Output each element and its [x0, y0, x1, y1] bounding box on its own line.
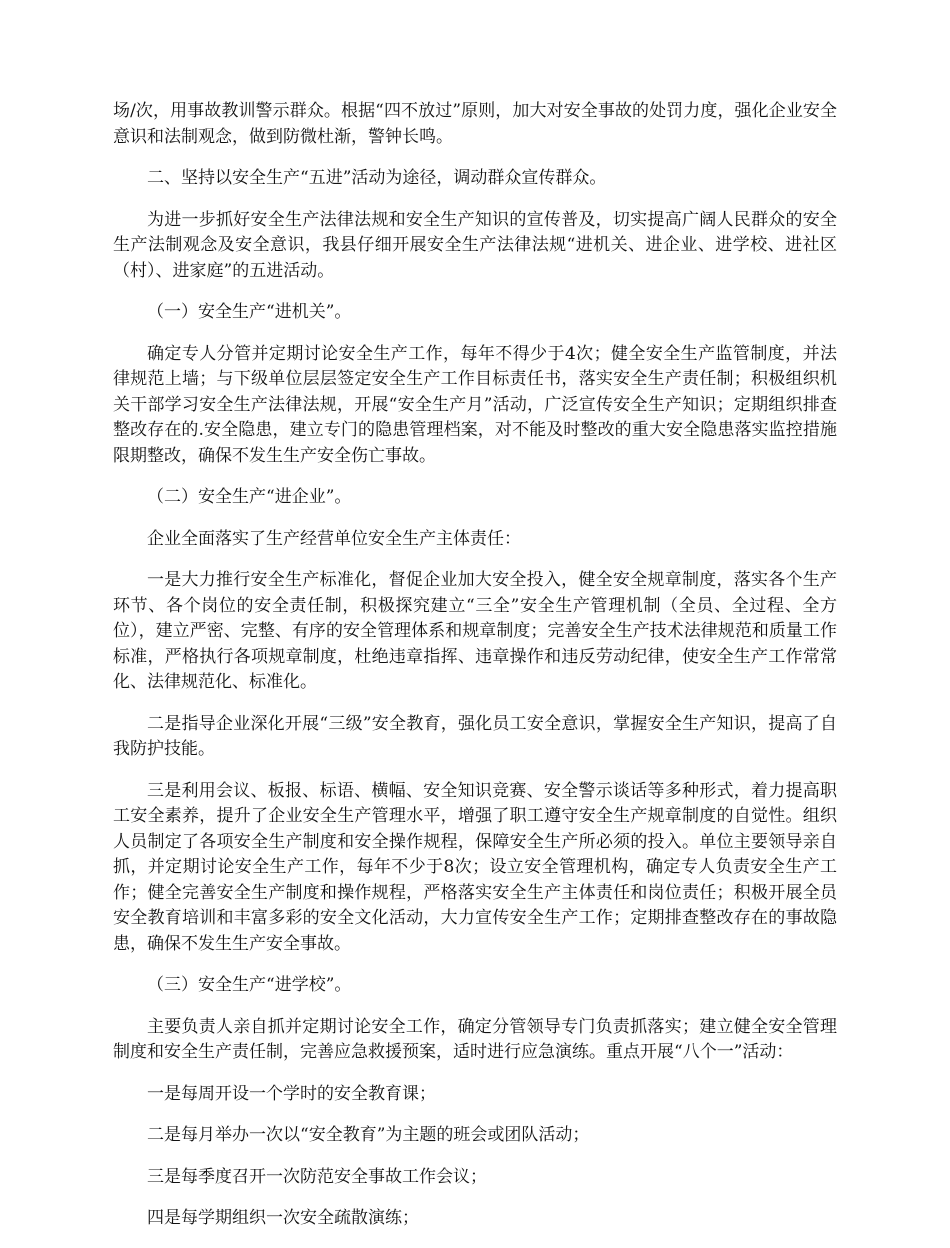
- document-body: [113, 99, 837, 1248]
- paragraph-enterprise-point-three: 三是利用会议、板报、标语、横幅、安全知识竞赛、安全警示谈话等多种形式，着力提高职工安全素养，提升了企业安全生产管理水平，增强了职工遵守安全生产规章制度的自觉性。组织人员制定了各项安全生产制度和安全操作规程，保障安全生产所必须的投入。单位主要领导亲自抓，并定期讨论安全生产工作，每年不少于8次；设立安全管理机构，确定专人负责安全生产工作；健全完善安全生产制度和操作规程，严格落实安全生产主体责任和岗位责任；积极开展全员安全教育培训和丰富多彩的安全文化活动，大力宣传安全生产工作；定期排查整改存在的事故隐患，确保不发生生产安全事故。: [113, 780, 837, 954]
- paragraph-government-agencies: 确定专人分管并定期讨论安全生产工作，每年不得少于4次；健全安全生产监管制度，并法律规范上墙；与下级单位层层签定安全生产工作目标责任书，落实安全生产责任制；积极组织机关干部学习安全生产法律法规，开展“安全生产月”活动，广泛宣传安全生产知识；定期组织排查整改存在的.安全隐患，建立专门的隐患管理档案，对不能及时整改的重大安全隐患落实监控措施限期整改，确保不发生生产安全伤亡事故。: [113, 343, 837, 466]
- paragraph-enterprise-point-one: 一是大力推行安全生产标准化，督促企业加大安全投入，健全安全规章制度，落实各个生产环节、各个岗位的安全责任制，积极探究建立“三全”安全生产管理机制（全员、全过程、全方位），建立严密、完整、有序的安全管理体系和规章制度；完善安全生产技术法律规范和质量工作标准，严格执行各项规章制度，杜绝违章指挥、违章操作和违反劳动纪律，使安全生产工作常常化、法律规范化、标准化。: [113, 570, 837, 692]
- list-item-weekly-class: 一是每周开设一个学时的安全教育课；: [147, 1083, 436, 1104]
- list-item-monthly-meeting: 二是每月举办一次以“安全教育”为主题的班会或团队活动；: [147, 1125, 590, 1145]
- paragraph-enterprise-point-two: 二是指导企业深化开展“三级”安全教育，强化员工安全意识，掌握安全生产知识，提高了自我防护技能。: [113, 713, 837, 759]
- subheading-schools: （三）安全生产“进学校”。: [147, 975, 352, 995]
- list-item-semester-drill: 四是每学期组织一次安全疏散演练；: [147, 1208, 419, 1228]
- paragraph-continuation: 场/次，用事故教训警示群众。根据“四不放过”原则，加大对安全事故的处罚力度，强化企业安全意识和法制观念，做到防微杜渐，警钟长鸣。: [113, 101, 837, 147]
- paragraph-five-entries-intro: 为进一步抓好安全生产法律法规和安全生产知识的宣传普及，切实提高广阔人民群众的安全生产法制观念及安全意识，我县仔细开展安全生产法律法规“进机关、进企业、进学校、进社区（村）、进家庭”的五进活动。: [113, 209, 837, 281]
- subheading-government-agencies: （一）安全生产“进机关”。: [147, 302, 352, 322]
- paragraph-enterprise-intro: 企业全面落实了生产经营单位安全生产主体责任：: [147, 528, 521, 549]
- list-item-quarterly-conference: 三是每季度召开一次防范安全事故工作会议；: [147, 1166, 487, 1187]
- paragraph-schools-intro: 主要负责人亲自抓并定期讨论安全工作，确定分管领导专门负责抓落实；建立健全安全管理制度和安全生产责任制，完善应急救援预案，适时进行应急演练。重点开展“八个一”活动：: [113, 1016, 837, 1062]
- section-heading-two: 二、坚持以安全生产“五进”活动为途径，调动群众宣传群众。: [147, 168, 607, 188]
- subheading-enterprises: （二）安全生产“进企业”。: [147, 487, 352, 507]
